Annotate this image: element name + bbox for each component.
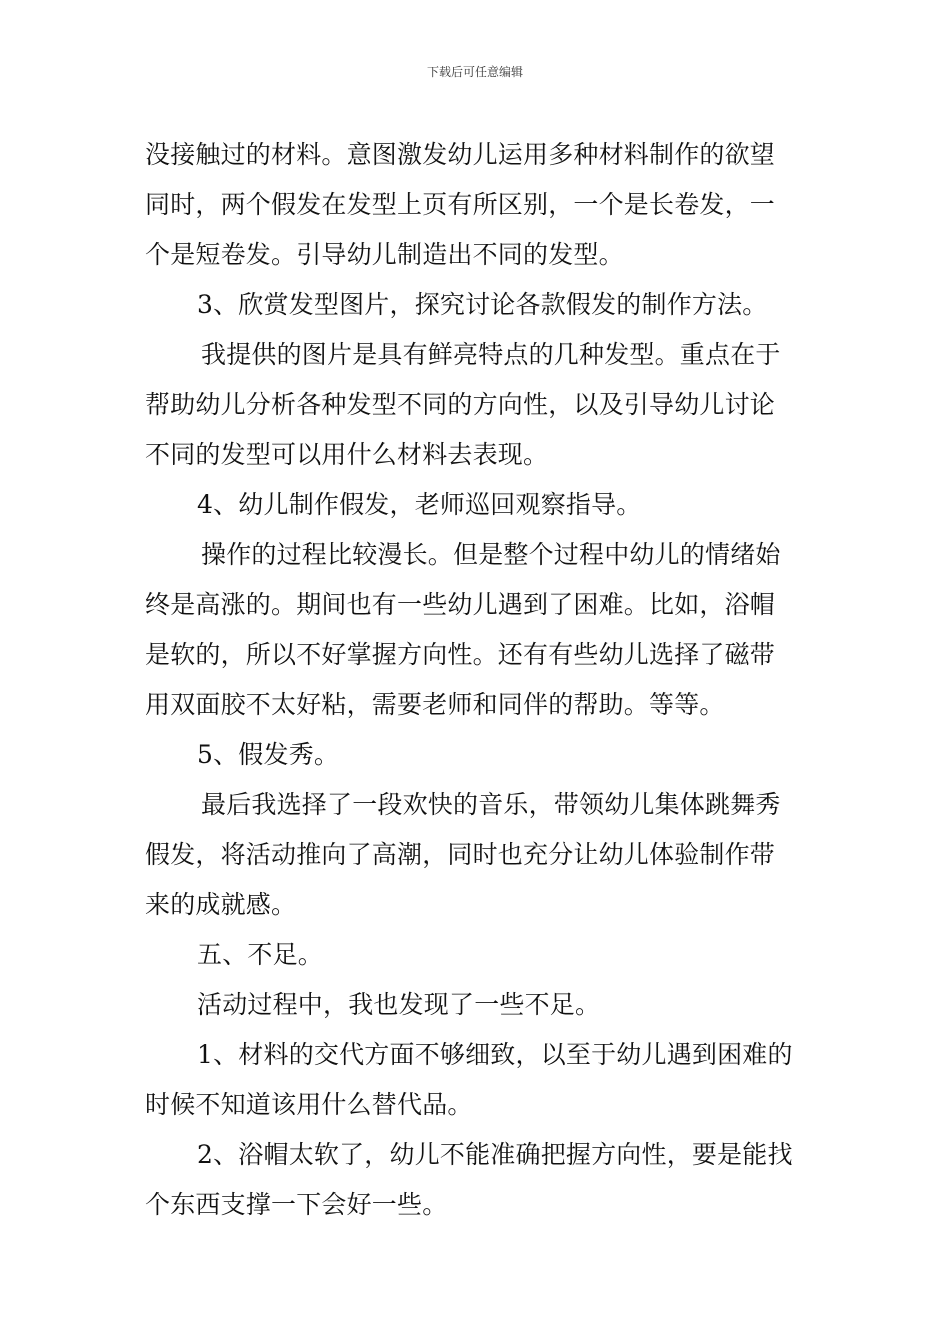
text-line: 帮助幼儿分析各种发型不同的方向性，以及引导幼儿讨论: [145, 390, 776, 419]
text-line: 假发，将活动推向了高潮，同时也充分让幼儿体验制作带: [145, 840, 776, 869]
text-line: 操作的过程比较漫长。但是整个过程中幼儿的情绪始: [201, 540, 781, 569]
text-line: 个东西支撑一下会好一些。: [145, 1190, 448, 1219]
section-heading: 4、幼儿制作假发，老师巡回观察指导。: [197, 490, 642, 519]
text-line: 终是高涨的。期间也有一些幼儿遇到了困难。比如，浴帽: [145, 590, 776, 619]
section-heading: 5、假发秀。: [197, 740, 340, 769]
text-line: 不同的发型可以用什么材料去表现。: [145, 440, 549, 469]
list-item: 1、材料的交代方面不够细致，以至于幼儿遇到困难的: [197, 1040, 793, 1069]
text-line: 是软的，所以不好掌握方向性。还有有些幼儿选择了磁带: [145, 640, 776, 669]
document-body: [145, 130, 810, 1230]
page-header: 下载后可任意编辑: [426, 65, 523, 79]
text-line: 时候不知道该用什么替代品。: [145, 1090, 473, 1119]
section-heading: 3、欣赏发型图片，探究讨论各款假发的制作方法。: [197, 290, 768, 319]
list-item: 2、浴帽太软了，幼儿不能准确把握方向性，要是能找: [197, 1140, 793, 1169]
text-line: 同时，两个假发在发型上页有所区别，一个是长卷发，一: [145, 190, 776, 219]
text-line: 没接触过的材料。意图激发幼儿运用多种材料制作的欲望: [145, 140, 776, 169]
text-line: 最后我选择了一段欢快的音乐，带领幼儿集体跳舞秀: [201, 790, 781, 819]
section-heading: 五、不足。: [197, 940, 324, 969]
text-line: 来的成就感。: [145, 890, 297, 919]
text-line: 用双面胶不太好粘，需要老师和同伴的帮助。等等。: [145, 690, 725, 719]
text-line: 活动过程中，我也发现了一些不足。: [197, 990, 601, 1019]
text-line: 个是短卷发。引导幼儿制造出不同的发型。: [145, 240, 624, 269]
text-line: 我提供的图片是具有鲜亮特点的几种发型。重点在于: [201, 340, 781, 369]
